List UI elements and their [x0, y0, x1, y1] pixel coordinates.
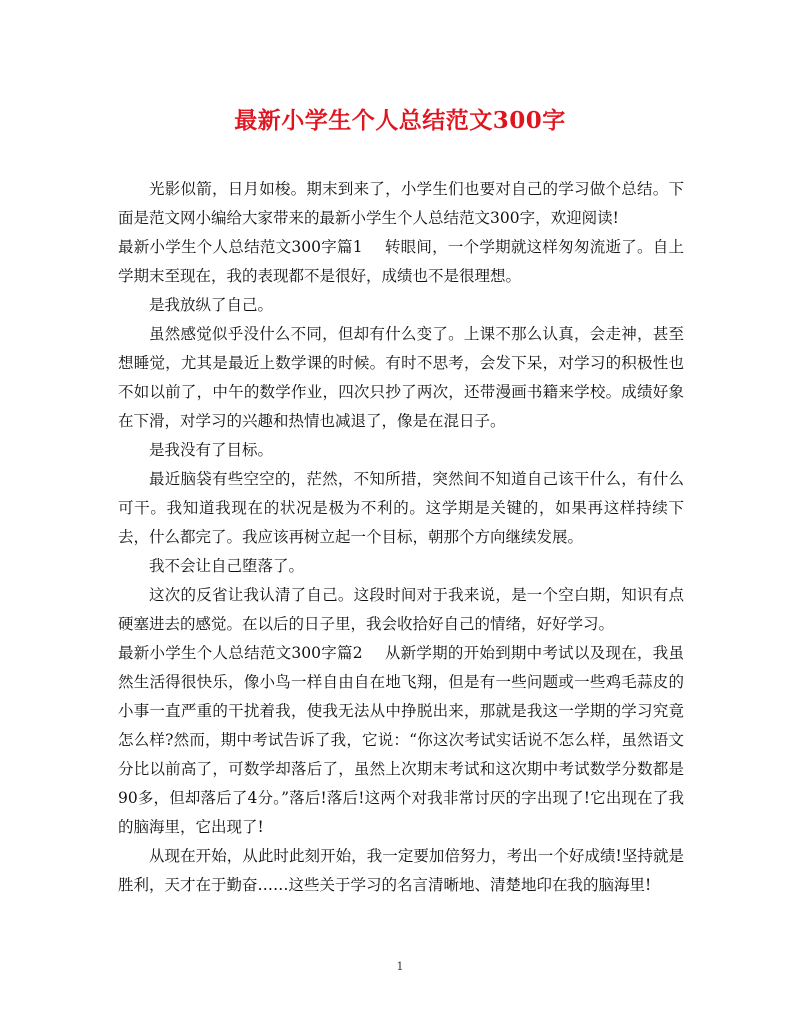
- section-2-heading: 最新小学生个人总结范文300字篇2: [118, 644, 363, 662]
- document-title: 最新小学生个人总结范文300字: [234, 107, 566, 134]
- body-paragraph: 是我放纵了自己。: [149, 296, 274, 314]
- body-paragraph: 这次的反省让我认清了自己。这段时间对于我来说，是一个空白期，知识有点硬塞进去的感觉。在以后的日子里，我会收拾好自己的情绪，好好学习。: [118, 586, 684, 633]
- body-paragraph: 虽然感觉似乎没什么不同，但却有什么变了。上课不那么认真，会走神，甚至想睡觉，尤其是最近上数学课的时候。有时不思考，会发下呆，对学习的积极性也不如以前了，中午的数学作业，四次只抄了两次，还带漫画书籍来学校。成绩好象在下滑，对学习的兴趣和热情也减退了，像是在混日子。: [118, 325, 684, 430]
- body-paragraph: 从现在开始，从此时此刻开始，我一定要加倍努力，考出一个好成绩!坚持就是胜利，天才在于勤奋……这些关于学习的名言清晰地、清楚地印在我的脑海里!: [118, 847, 684, 894]
- document-body: [118, 175, 684, 900]
- section-1-lead: 转眼间，一个学期就这样匆匆流逝了。自上学期末至现在，我的表现都不是很好，成绩也不是很理想。: [118, 238, 684, 285]
- section-2-lead: 从新学期的开始到期中考试以及现在，我虽然生活得很快乐，像小鸟一样自由自在地飞翔，但是有一些问题或一些鸡毛蒜皮的小事一直严重的干扰着我，使我无法从中挣脱出来，那就是我这一学期的学习究竟怎么样?然而，期中考试告诉了我，它说：“你这次考试实话说不怎么样，虽然语文分比以前高了，可数学却落后了，虽然上次期末考试和这次期中考试数学分数都是90多，但却落后了4分。”落后!落后!这两个对我非常讨厌的字出现了!它出现在了我的脑海里，它出现了!: [118, 644, 684, 836]
- body-paragraph: 我不会让自己堕落了。: [149, 557, 305, 575]
- page-number: 1: [396, 960, 404, 973]
- intro-paragraph: 光影似箭，日月如梭。期末到来了，小学生们也要对自己的学习做个总结。下面是范文网小编给大家带来的最新小学生个人总结范文300字，欢迎阅读!: [118, 180, 684, 227]
- section-2-paragraph: [118, 639, 684, 842]
- section-1-heading: 最新小学生个人总结范文300字篇1: [118, 238, 363, 256]
- section-1-paragraph: [118, 233, 684, 291]
- body-paragraph: 最近脑袋有些空空的，茫然，不知所措，突然间不知道自己该干什么，有什么可干。我知道我现在的状况是极为不利的。这学期是关键的，如果再这样持续下去，什么都完了。我应该再树立起一个目标，朝那个方向继续发展。: [118, 470, 684, 546]
- body-paragraph: 是我没有了目标。: [149, 441, 274, 459]
